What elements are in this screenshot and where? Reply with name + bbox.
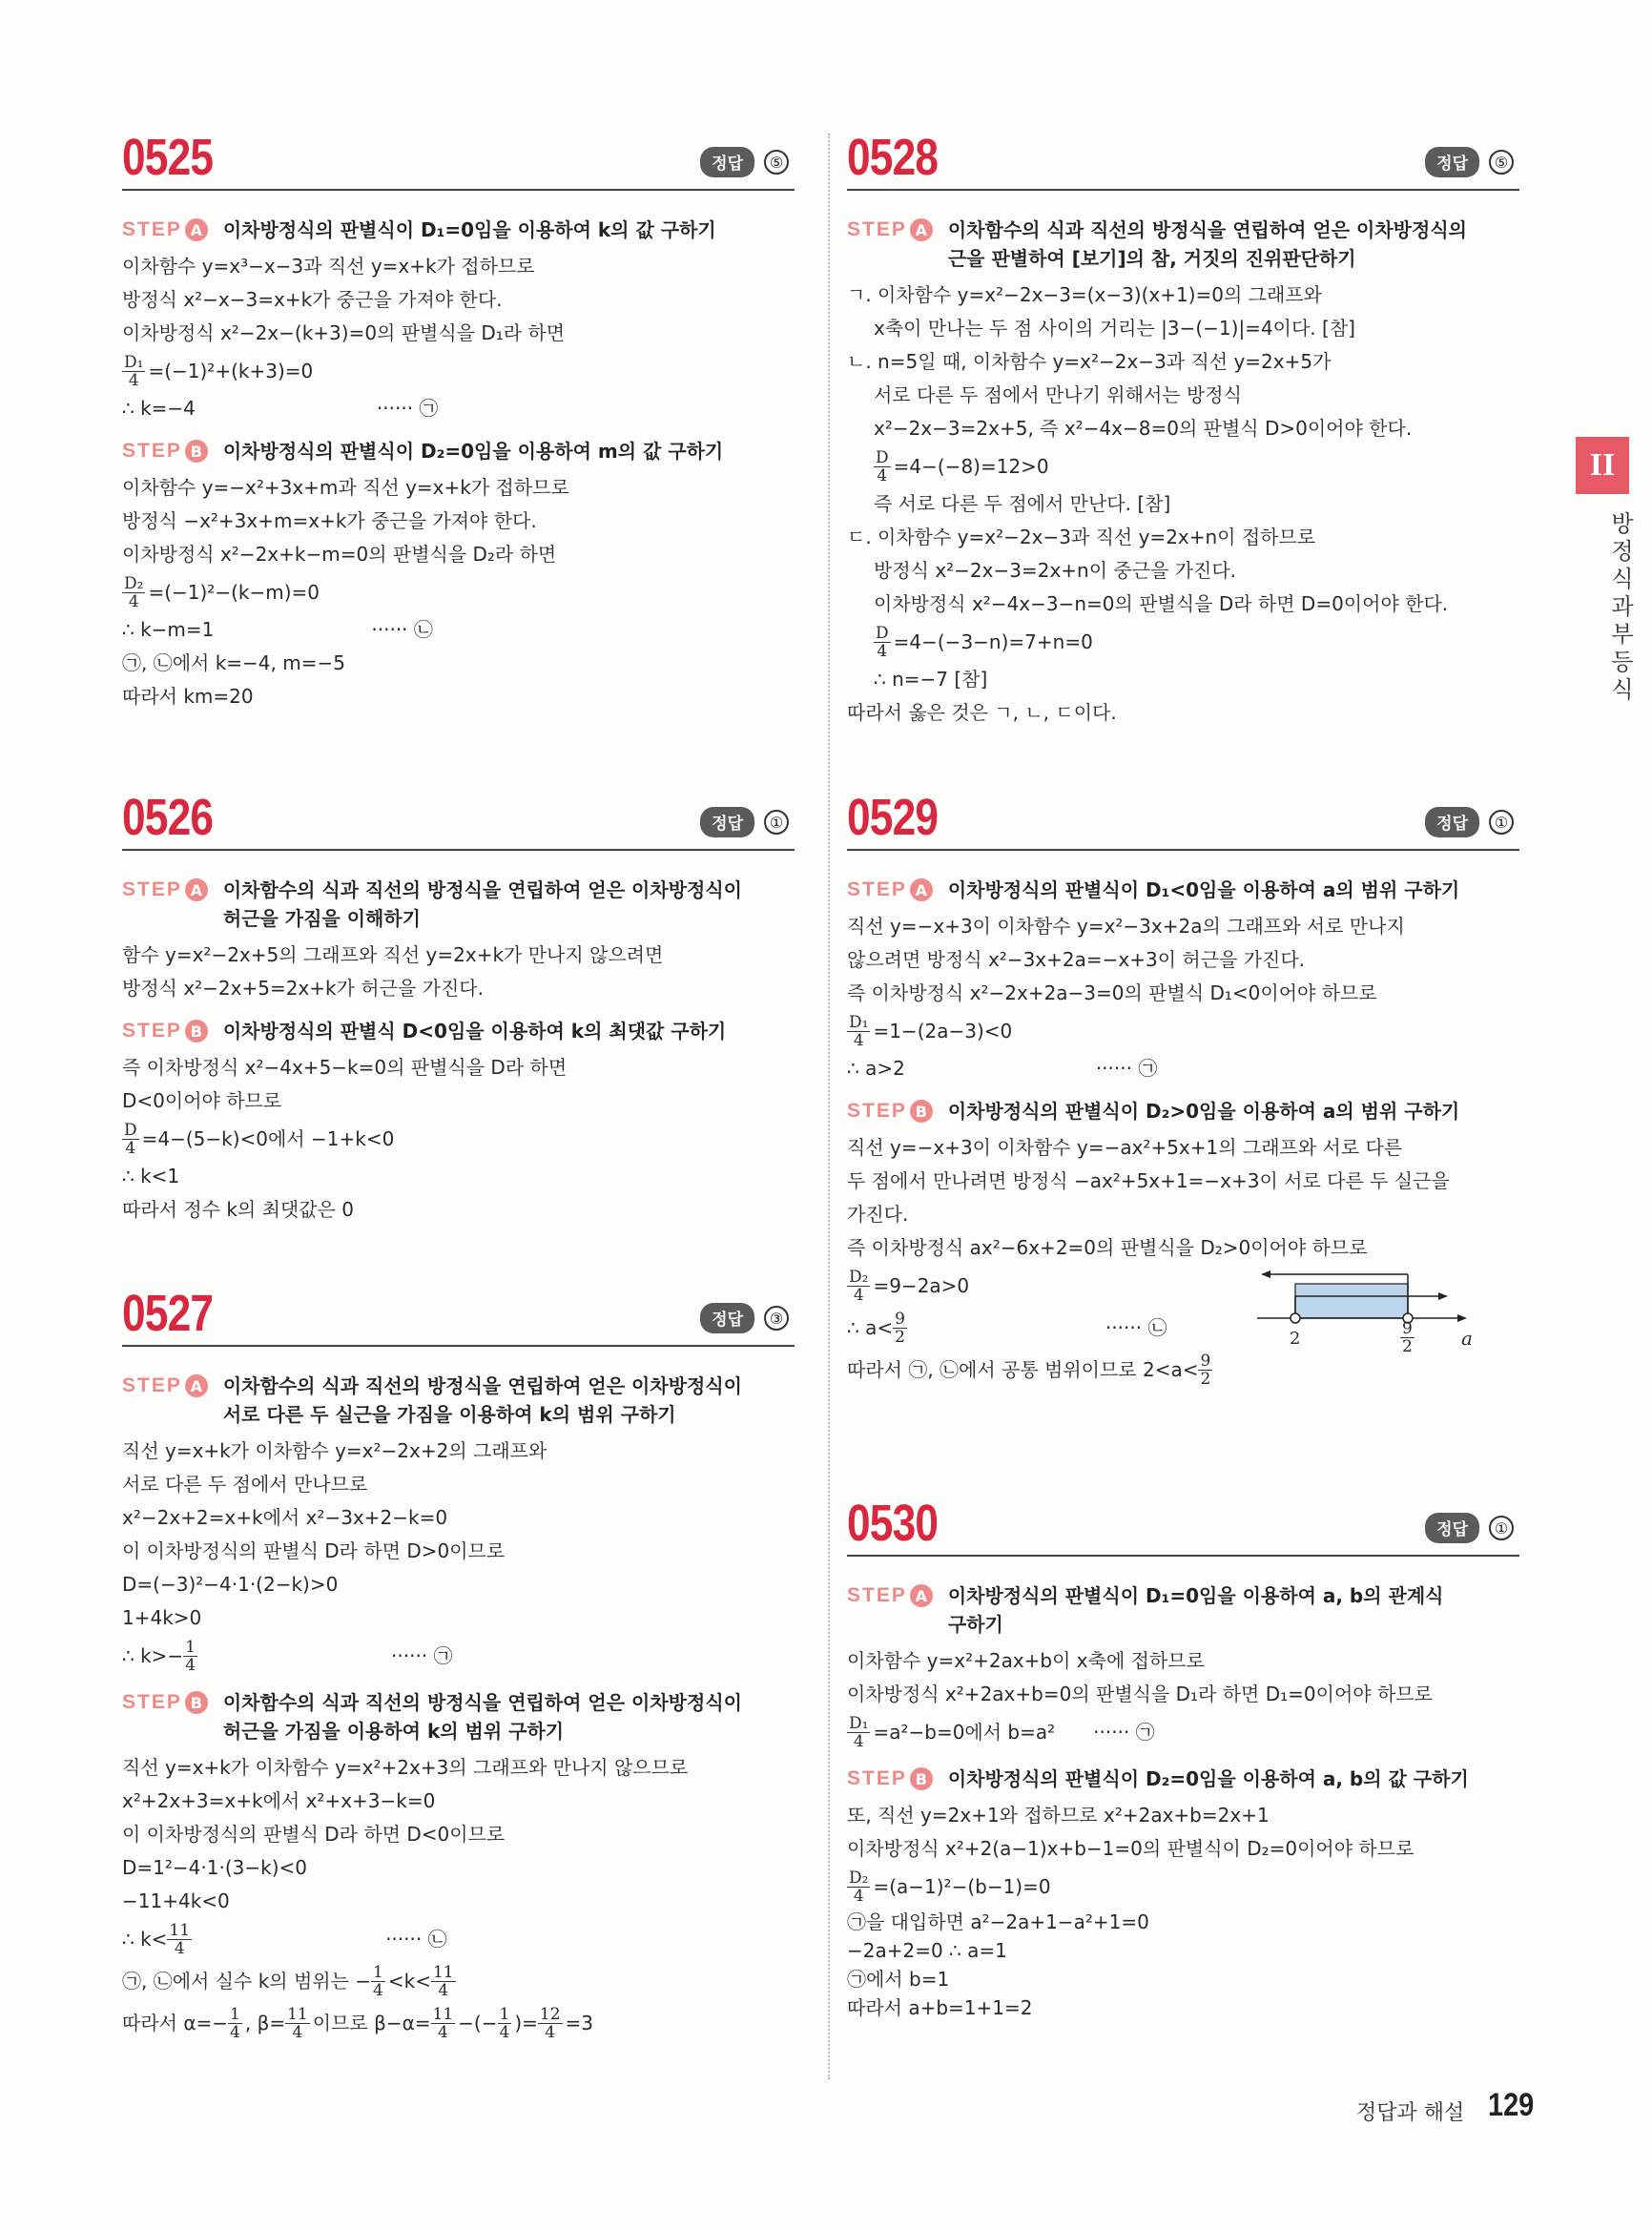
solution-line: 두 점에서 만나려면 방정식 −ax²+5x+1=−x+3이 서로 다른 두 실근을 <box>847 1169 1450 1192</box>
problem-number: 0526 <box>122 789 214 846</box>
reference-mark: ······ ㉠ <box>391 1643 453 1667</box>
solution-line: ㉠을 대입하면 a²−2a+1−a²+1=0 <box>847 1910 1149 1933</box>
answer-value: ⑤ <box>1489 150 1514 175</box>
reference-mark: ······ ㉠ <box>1093 1720 1155 1744</box>
step-word: STEP <box>847 1584 907 1606</box>
step-a <box>847 1581 1519 1639</box>
fraction: $\frac{\text{D₁}}{4}$ <box>849 1012 869 1050</box>
problem-0526 <box>122 782 795 1227</box>
fraction-line <box>122 1118 795 1160</box>
solution-line: ㄷ. 이차함수 y=x²−2x−3과 직선 y=2x+n이 접하므로 <box>847 526 1316 548</box>
problem-0525 <box>122 122 795 713</box>
problem-0530 <box>847 1488 1519 2022</box>
step-a <box>847 876 1519 904</box>
solution-line: 즉 서로 다른 두 점에서 만난다. [참] <box>874 492 1171 515</box>
solution-line: −2a+2=0 ∴ a=1 <box>847 1939 1007 1962</box>
equation-text: =(−1)²−(k−m)=0 <box>148 580 320 604</box>
step-word: STEP <box>122 878 182 900</box>
fraction-line <box>122 1918 795 1960</box>
solution-line: 방정식 x²−2x−3=2x+n이 중근을 가진다. <box>874 559 1237 582</box>
answer-value: ① <box>764 810 789 835</box>
result-text: ∴ a>2 <box>847 1057 905 1080</box>
equation-text: =(a−1)²−(b−1)=0 <box>873 1874 1051 1898</box>
tick-label: 2 <box>1290 1329 1301 1349</box>
solution-line <box>847 1052 1519 1085</box>
answer-box <box>700 147 789 177</box>
step-b <box>122 1688 795 1745</box>
step-word: STEP <box>122 1691 182 1713</box>
fraction: $\frac{11}{4}$ <box>432 2004 454 2042</box>
problem-0529 <box>847 782 1519 1391</box>
answer-box <box>1425 807 1514 837</box>
fraction-line <box>122 350 795 392</box>
step-title: 이차방정식의 판별식이 D₁=0임을 이용하여 a, b의 관계식 구하기 <box>947 1584 1444 1636</box>
step-title: 이차방정식의 판별식이 D₂=0임을 이용하여 a, b의 값 구하기 <box>947 1767 1469 1790</box>
problem-header <box>847 1488 1519 1557</box>
answer-value: ⑤ <box>764 150 789 175</box>
step-word: STEP <box>847 218 907 240</box>
answer-label: 정답 <box>1425 1513 1479 1543</box>
fraction: $\frac{D}{4}$ <box>124 1120 137 1158</box>
step-letter: B <box>185 1691 208 1714</box>
solution-line <box>122 613 795 647</box>
solution-line: D=(−3)²−4·1·(2−k)>0 <box>122 1573 339 1596</box>
equation-text: =4−(5−k)<0에서 −1+k<0 <box>141 1126 395 1150</box>
left-arrow-icon <box>1261 1270 1270 1278</box>
number-line-diagram <box>1257 1263 1486 1358</box>
problem-header <box>122 1278 795 1347</box>
step-title: 이차방정식의 판별식이 D₂=0임을 이용하여 m의 값 구하기 <box>222 440 724 463</box>
solution-line: 이 이차방정식의 판별식 D라 하면 D>0이므로 <box>122 1539 506 1562</box>
tick-label-fraction: $\frac{9}{2}$ <box>1402 1319 1413 1356</box>
answer-value: ③ <box>764 1306 789 1331</box>
equation-text: 따라서 ㉠, ㉡에서 공통 범위이므로 2<a< <box>847 1357 1199 1381</box>
equation-text: =4−(−3−n)=7+n=0 <box>893 630 1093 653</box>
result-text: ∴ a< <box>847 1315 894 1339</box>
problem-number: 0528 <box>847 129 939 186</box>
step-b <box>847 1765 1519 1793</box>
solution-line: 방정식 −x²+3x+m=x+k가 중근을 가져야 한다. <box>122 509 537 532</box>
result-text: ∴ k< <box>122 1927 168 1951</box>
fraction: $\frac{\text{D₂}}{4}$ <box>849 1868 869 1906</box>
equation-text: 따라서 α=− <box>122 2011 229 2034</box>
answer-label: 정답 <box>1425 147 1479 177</box>
solution-line: 또, 직선 y=2x+1와 접하므로 x²+2ax+b=2x+1 <box>847 1804 1270 1827</box>
solution-line: 따라서 정수 k의 최댓값은 0 <box>122 1198 354 1221</box>
answer-label: 정답 <box>700 807 754 837</box>
step-letter: A <box>185 218 208 241</box>
result-text: ∴ k−m=1 <box>122 618 215 641</box>
equation-text: , β= <box>244 2011 286 2034</box>
problem-header <box>122 122 795 191</box>
answer-label: 정답 <box>700 147 754 177</box>
solution-line: x²+2x+3=x+k에서 x²+x+3−k=0 <box>122 1789 436 1812</box>
solution-line <box>122 392 795 425</box>
column-divider <box>828 134 830 2079</box>
step-a <box>122 1372 795 1429</box>
solution-line: ∴ k<1 <box>122 1165 180 1187</box>
fraction: $\frac{1}{4}$ <box>373 1962 383 2000</box>
solution-line: 서로 다른 두 점에서 만나기 위해서는 방정식 <box>874 383 1242 406</box>
reference-mark: ······ ㉠ <box>1095 1057 1158 1080</box>
step-b <box>122 1017 795 1045</box>
fraction: $\frac{9}{2}$ <box>1200 1351 1211 1389</box>
solution-line: 1+4k>0 <box>122 1606 202 1629</box>
result-text: ∴ k>− <box>122 1643 184 1667</box>
solution-line: 직선 y=−x+3이 이차함수 y=−ax²+5x+1의 그래프와 서로 다른 <box>847 1136 1403 1159</box>
solution-line: D<0이어야 하므로 <box>122 1089 282 1112</box>
fraction: $\frac{\text{D₂}}{4}$ <box>849 1267 869 1305</box>
solution-line: 이 이차방정식의 판별식 D라 하면 D<0이므로 <box>122 1823 506 1846</box>
solution-line: 서로 다른 두 점에서 만나므로 <box>122 1473 368 1496</box>
solution-line: 직선 y=x+k가 이차함수 y=x²+2x+3의 그래프와 만나지 않으므로 <box>122 1756 689 1779</box>
answer-label: 정답 <box>700 1303 754 1333</box>
answer-box <box>700 1303 789 1333</box>
chapter-tab[interactable]: II <box>1576 437 1629 494</box>
solution-line: 않으려면 방정식 x²−3x+2a=−x+3이 허근을 가진다. <box>847 948 1306 971</box>
solution-line: x축이 만나는 두 점 사이의 거리는 |3−(−1)|=4이다. [참] <box>874 317 1355 340</box>
step-a <box>122 876 795 933</box>
fraction-line <box>847 1711 1519 1753</box>
reference-mark: ······ ㉡ <box>1105 1315 1167 1339</box>
solution-line: ∴ n=−7 [참] <box>874 668 988 691</box>
step-title: 이차함수의 식과 직선의 방정식을 연립하여 얻은 이차방정식이 서로 다른 두 실근을 가짐을 이용하여 k의 범위 구하기 <box>222 1374 742 1426</box>
equation-text: ㉠, ㉡에서 실수 k의 범위는 − <box>122 1969 372 1993</box>
reference-mark: ······ ㉡ <box>371 618 433 641</box>
solution-line: 이차함수 y=x³−x−3과 직선 y=x+k가 접하므로 <box>122 255 535 278</box>
step-title: 이차방정식의 판별식이 D₁<0임을 이용하여 a의 범위 구하기 <box>947 878 1460 901</box>
fraction-line <box>122 1635 795 1677</box>
range-box <box>1295 1284 1408 1318</box>
solution-line: 이차방정식 x²+2ax+b=0의 판별식을 D₁라 하면 D₁=0이어야 하므로 <box>847 1683 1433 1705</box>
step-word: STEP <box>122 1374 182 1396</box>
solution-line: 이차방정식 x²−2x+k−m=0의 판별식을 D₂라 하면 <box>122 543 557 566</box>
solution-line: 직선 y=x+k가 이차함수 y=x²−2x+2의 그래프와 <box>122 1439 547 1462</box>
solution-line: 즉 이차방정식 x²−4x+5−k=0의 판별식을 D라 하면 <box>122 1056 568 1079</box>
answer-box <box>1425 1513 1514 1543</box>
solution-line: 따라서 km=20 <box>122 685 254 708</box>
solution-line: 즉 이차방정식 x²−2x+2a−3=0의 판별식 D₁<0이어야 하므로 <box>847 981 1377 1004</box>
solution-line: x²−2x−3=2x+5, 즉 x²−4x−8=0의 판별식 D>0이어야 한다. <box>874 417 1413 440</box>
step-letter: B <box>185 440 208 463</box>
fraction: $\frac{D}{4}$ <box>876 447 889 485</box>
step-word: STEP <box>847 1100 907 1122</box>
answer-box <box>700 807 789 837</box>
equation-text: 이므로 β−α= <box>312 2011 431 2034</box>
solution-line: 함수 y=x²−2x+5의 그래프와 직선 y=2x+k가 만나지 않으려면 <box>122 943 664 966</box>
fraction: $\frac{1}{4}$ <box>185 1637 196 1675</box>
equation-text: <k< <box>387 1969 431 1993</box>
solution-line: 따라서 옳은 것은 ㄱ, ㄴ, ㄷ이다. <box>847 701 1117 724</box>
step-letter: B <box>910 1767 933 1790</box>
fraction: $\frac{\text{D₁}}{4}$ <box>124 352 144 390</box>
fraction: $\frac{11}{4}$ <box>169 1920 191 1958</box>
fraction-line <box>847 1010 1519 1052</box>
equation-text: =a²−b=0에서 b=a² <box>873 1720 1056 1744</box>
equation-text: )= <box>514 2011 538 2034</box>
fraction-line <box>847 445 1519 487</box>
result-text: ∴ k=−4 <box>122 397 196 420</box>
solution-line: ㉠에서 b=1 <box>847 1968 950 1991</box>
step-word: STEP <box>847 878 907 900</box>
step-title: 이차함수의 식과 직선의 방정식을 연립하여 얻은 이차방정식이 허근을 가짐을 이용하여 k의 범위 구하기 <box>222 1691 742 1743</box>
equation-text: −(− <box>458 2011 498 2034</box>
solution-line: 이차함수 y=x²+2ax+b이 x축에 접하므로 <box>847 1649 1205 1672</box>
solution-line: 따라서 a+b=1+1=2 <box>847 1996 1033 2019</box>
problem-header <box>847 782 1519 851</box>
fraction: $\frac{11}{4}$ <box>432 1962 454 2000</box>
fraction: $\frac{12}{4}$ <box>539 2004 561 2042</box>
solution-line: 방정식 x²−2x+5=2x+k가 허근을 가진다. <box>122 977 484 1000</box>
problem-0527 <box>122 1278 795 2044</box>
solution-line: 이차함수 y=−x²+3x+m과 직선 y=x+k가 접하므로 <box>122 476 569 499</box>
reference-mark: ······ ㉠ <box>376 397 439 420</box>
solution-line: 가진다. <box>847 1203 909 1226</box>
problem-number: 0530 <box>847 1495 939 1552</box>
fraction-line <box>122 1960 795 2002</box>
fraction: $\frac{9}{2}$ <box>895 1309 905 1347</box>
axis-arrow-icon <box>1457 1314 1467 1322</box>
equation-text: =1−(2a−3)<0 <box>873 1019 1013 1043</box>
fraction: $\frac{1}{4}$ <box>499 2004 510 2042</box>
step-letter: A <box>910 878 933 901</box>
answer-value: ① <box>1489 810 1514 835</box>
problem-number: 0525 <box>122 129 214 186</box>
solution-line: ㄴ. n=5일 때, 이차함수 y=x²−2x−3과 직선 y=2x+5가 <box>847 350 1332 373</box>
equation-text: =4−(−8)=12>0 <box>893 454 1049 478</box>
problem-0528 <box>847 122 1519 730</box>
answer-label: 정답 <box>1425 807 1479 837</box>
fraction: $\frac{\text{D₂}}{4}$ <box>124 573 144 611</box>
solution-line: 이차방정식 x²−4x−3−n=0의 판별식을 D라 하면 D=0이어야 한다. <box>874 592 1449 615</box>
fraction: $\frac{\text{D₁}}{4}$ <box>849 1713 869 1751</box>
solution-line: 즉 이차방정식 ax²−6x+2=0의 판별식을 D₂>0이어야 하므로 <box>847 1236 1368 1259</box>
equation-text: =(−1)²+(k+3)=0 <box>148 359 314 382</box>
solution-line: ㄱ. 이차함수 y=x²−2x−3=(x−3)(x+1)=0의 그래프와 <box>847 283 1322 306</box>
fraction-line <box>847 621 1519 663</box>
problem-header <box>847 122 1519 191</box>
page-number: 129 <box>1488 2087 1535 2123</box>
step-a <box>122 216 795 244</box>
step-title: 이차함수의 식과 직선의 방정식을 연립하여 얻은 이차방정식의 근을 판별하여 [보기]의 참, 거짓의 진위판단하기 <box>947 218 1467 270</box>
answer-value: ① <box>1489 1516 1514 1540</box>
chapter-label: 방정식과 부등식 <box>1611 510 1634 703</box>
step-title: 이차방정식의 판별식이 D₂>0임을 이용하여 a의 범위 구하기 <box>947 1100 1460 1123</box>
step-word: STEP <box>847 1767 907 1789</box>
step-letter: A <box>185 878 208 901</box>
equation-text: =3 <box>565 2011 594 2034</box>
footer-label: 정답과 해설 <box>1356 2101 1465 2125</box>
problem-number: 0527 <box>122 1285 214 1342</box>
fraction: $\frac{11}{4}$ <box>287 2004 308 2042</box>
step-title: 이차함수의 식과 직선의 방정식을 연립하여 얻은 이차방정식이 허근을 가짐을 이해하기 <box>222 878 742 930</box>
step-b <box>122 437 795 465</box>
right-arrow-icon <box>1438 1292 1448 1300</box>
solution-line: D=1²−4·1·(3−k)<0 <box>122 1856 307 1879</box>
step-title: 이차방정식의 판별식 D<0임을 이용하여 k의 최댓값 구하기 <box>222 1020 727 1043</box>
step-title: 이차방정식의 판별식이 D₁=0임을 이용하여 k의 값 구하기 <box>222 218 716 241</box>
equation-text: =9−2a>0 <box>873 1273 970 1297</box>
fraction-line <box>122 571 795 613</box>
step-letter: A <box>910 1584 933 1607</box>
solution-line: 이차방정식 x²+2(a−1)x+b−1=0의 판별식이 D₂=0이어야 하므로 <box>847 1837 1415 1860</box>
step-letter: B <box>910 1100 933 1123</box>
problem-number: 0529 <box>847 789 939 846</box>
step-word: STEP <box>122 1020 182 1042</box>
step-letter: A <box>185 1374 208 1397</box>
step-word: STEP <box>122 218 182 240</box>
step-letter: A <box>910 218 933 241</box>
solution-line: −11+4k<0 <box>122 1889 230 1912</box>
answer-box <box>1425 147 1514 177</box>
problem-header <box>122 782 795 851</box>
fraction-line <box>122 2002 795 2044</box>
solution-line: ㉠, ㉡에서 k=−4, m=−5 <box>122 651 345 674</box>
solution-line: 직선 y=−x+3이 이차함수 y=x²−3x+2a의 그래프와 서로 만나지 <box>847 915 1405 938</box>
reference-mark: ······ ㉡ <box>385 1927 447 1951</box>
step-letter: B <box>185 1020 208 1043</box>
step-b <box>847 1097 1519 1125</box>
fraction-line <box>847 1866 1519 1908</box>
solution-line: 이차방정식 x²−2x−(k+3)=0의 판별식을 D₁라 하면 <box>122 321 566 344</box>
solution-line: x²−2x+2=x+k에서 x²−3x+2−k=0 <box>122 1506 448 1529</box>
fraction: $\frac{D}{4}$ <box>876 623 889 661</box>
solution-line: 방정식 x²−x−3=x+k가 중근을 가져야 한다. <box>122 288 503 311</box>
fraction: $\frac{1}{4}$ <box>230 2004 240 2042</box>
step-a <box>847 216 1519 273</box>
axis-label: a <box>1461 1327 1473 1350</box>
step-word: STEP <box>122 440 182 462</box>
